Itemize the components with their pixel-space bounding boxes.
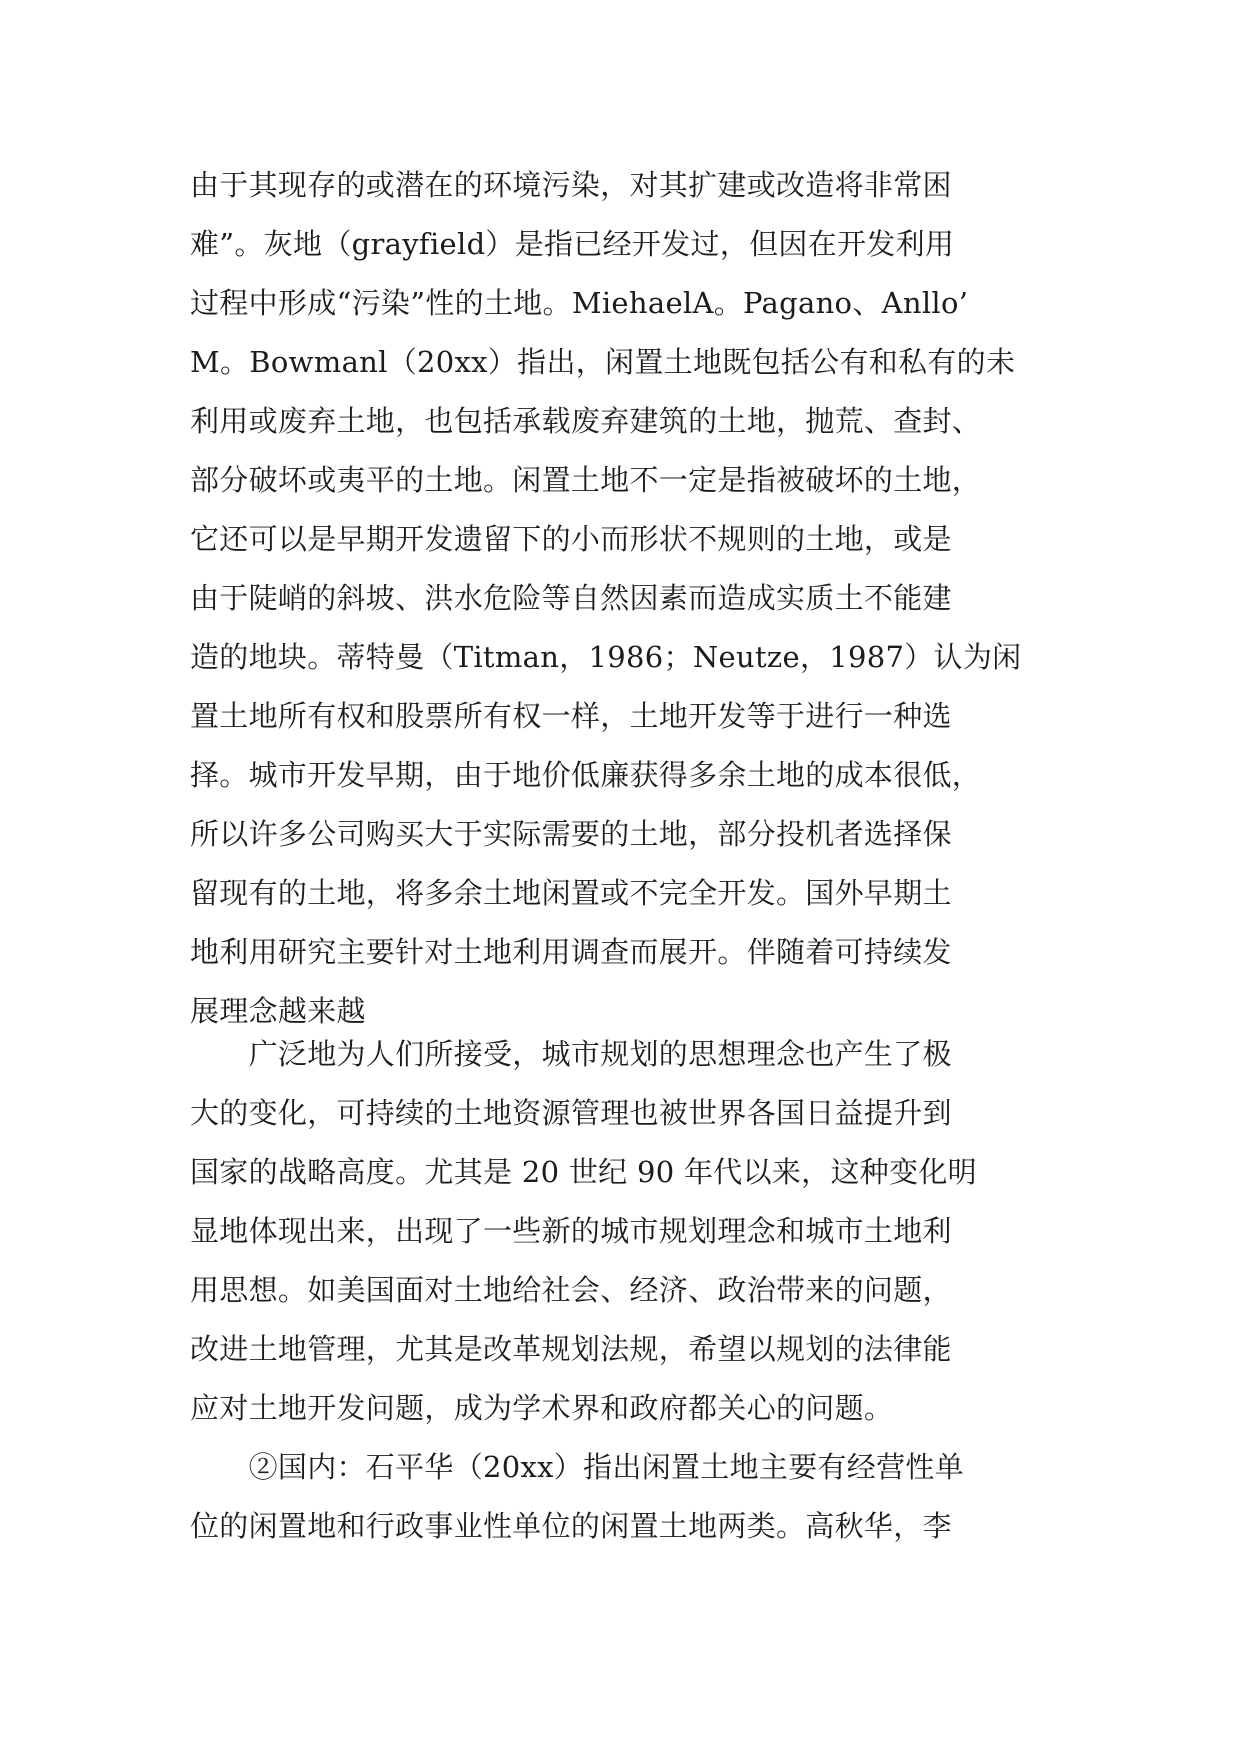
text-line: 它还可以是早期开发遗留下的小而形状不规则的土地，或是 [190,522,952,556]
text-line: 显地体现出来，出现了一些新的城市规划理念和城市土地利 [190,1214,952,1248]
text-line: 改进土地管理，尤其是改革规划法规，希望以规划的法律能 [190,1332,952,1366]
text-line: 大的变化，可持续的土地资源管理也被世界各国日益提升到 [190,1096,952,1130]
body-paragraph [190,1025,1060,1438]
text-line: 所以许多公司购买大于实际需要的土地，部分投机者选择保 [190,817,952,851]
text-line: 应对土地开发问题，成为学术界和政府都关心的问题。 [190,1391,894,1425]
text-line: 地利用研究主要针对土地利用调查而展开。伴随着可持续发 [190,935,952,969]
body-paragraph [190,1438,1060,1556]
text-line: 位的闲置地和行政事业性单位的闲置土地两类。高秋华，李 [190,1509,952,1543]
text-line: 造的地块。蒂特曼（Titman，1986；Neutze，1987）认为闲 [190,640,1022,674]
body-paragraph [190,156,1060,1041]
text-line: M。Bowmanl（20xx）指出，闲置土地既包括公有和私有的未 [190,345,1016,379]
text-line: 难”。灰地（grayfield）是指已经开发过，但因在开发利用 [190,227,955,261]
text-line: 部分破坏或夷平的土地。闲置土地不一定是指被破坏的土地， [190,463,982,497]
text-line: 用思想。如美国面对土地给社会、经济、政治带来的问题， [190,1273,952,1307]
text-line: 由于陡峭的斜坡、洪水危险等自然因素而造成实质土不能建 [190,581,952,615]
text-line: 留现有的土地，将多余土地闲置或不完全开发。国外早期土 [190,876,952,910]
text-line: 展理念越来越 [190,994,366,1028]
text-line: 择。城市开发早期，由于地价低廉获得多余土地的成本很低， [190,758,982,792]
text-line: 国家的战略高度。尤其是 20 世纪 90 年代以来，这种变化明 [190,1155,977,1189]
text-line: ②国内：石平华（20xx）指出闲置土地主要有经营性单 [190,1450,965,1484]
text-line: 由于其现存的或潜在的环境污染，对其扩建或改造将非常困 [190,168,952,202]
text-line: 过程中形成“污染”性的土地。MiehaelA。Pagano、Anllo’ [190,286,969,320]
text-line: 置土地所有权和股票所有权一样，土地开发等于进行一种选 [190,699,952,733]
text-line: 利用或废弃土地，也包括承载废弃建筑的土地，抛荒、查封、 [190,404,982,438]
text-line: 广泛地为人们所接受，城市规划的思想理念也产生了极 [190,1037,952,1071]
